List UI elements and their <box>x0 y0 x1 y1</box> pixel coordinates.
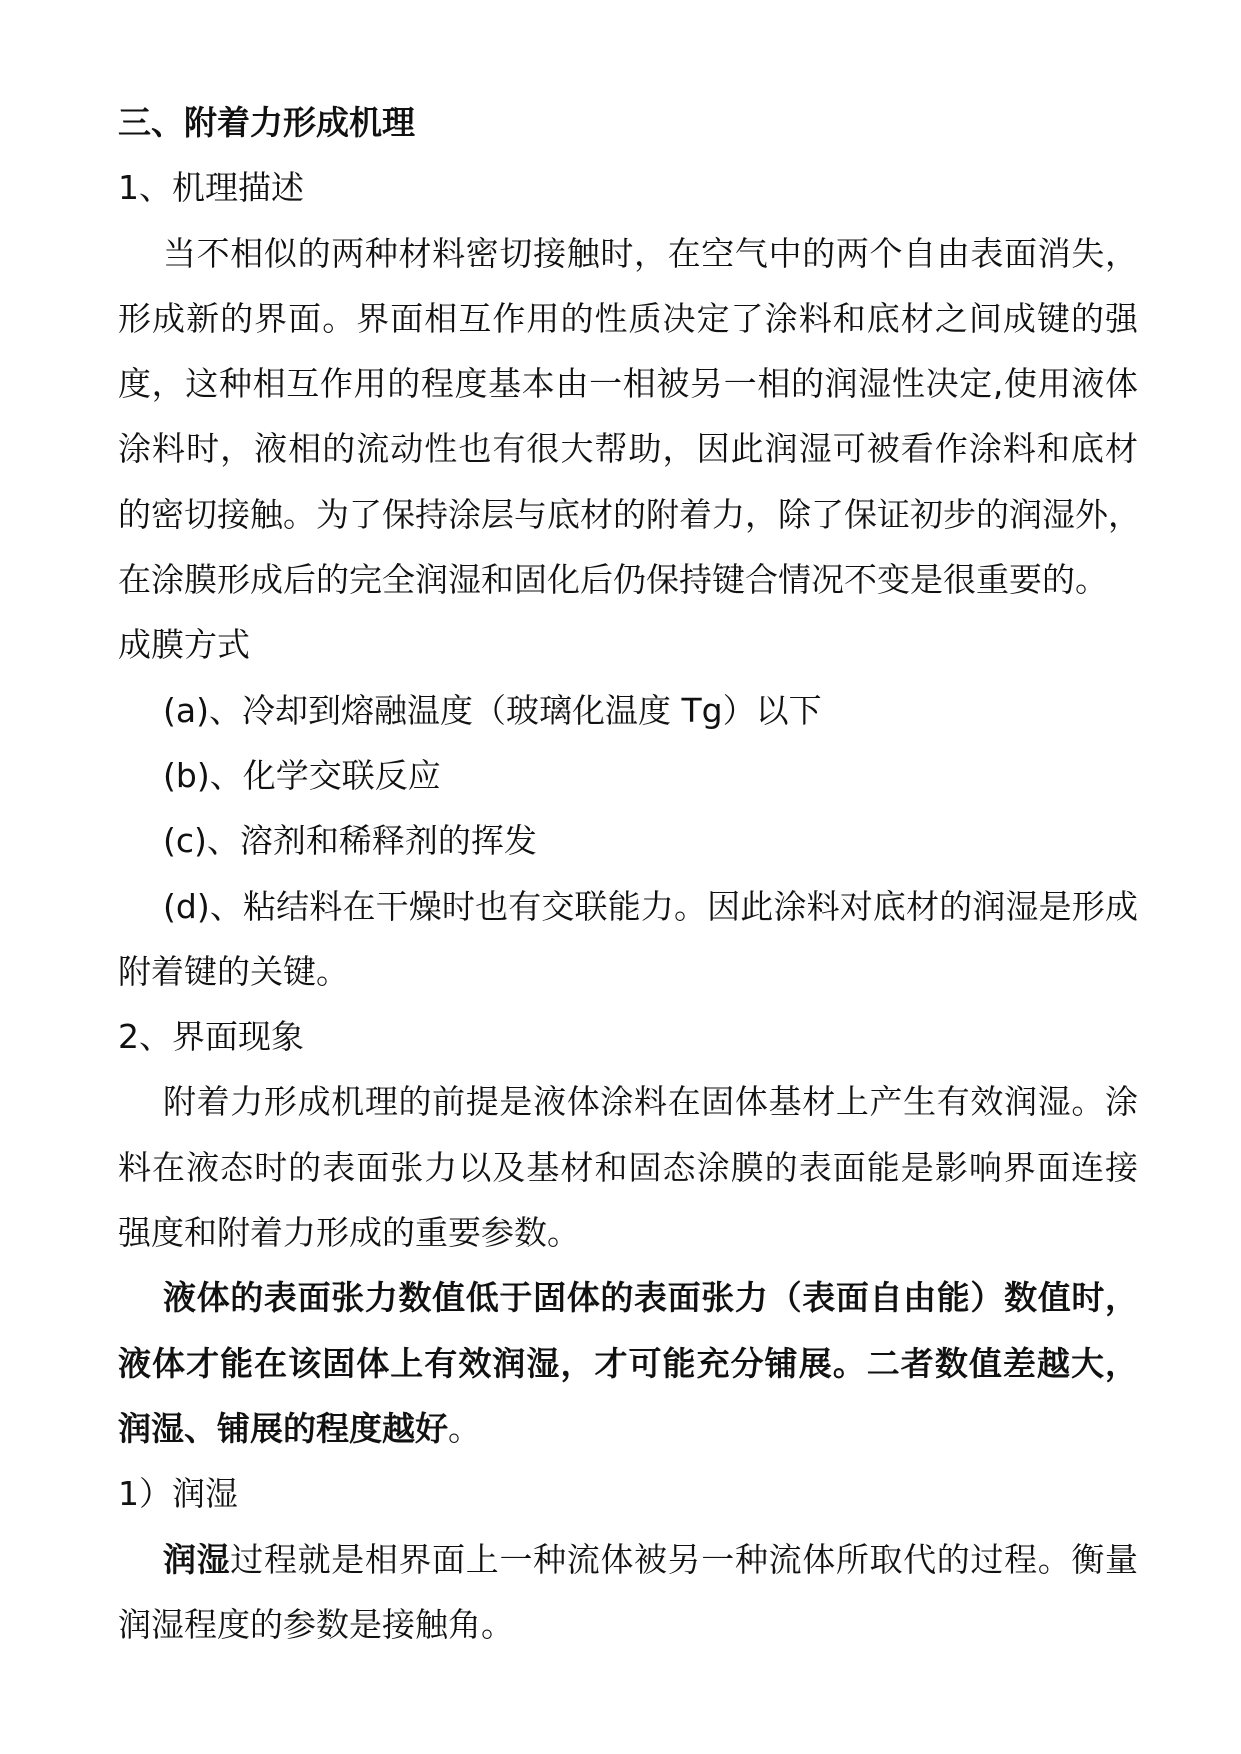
paragraph-line: 涂料时，液相的流动性也有很大帮助，因此润湿可被看作涂料和底材 <box>118 429 1138 469</box>
wetting-term: 润湿 <box>163 1539 231 1579</box>
paragraph-line: 强度和附着力形成的重要参数。 <box>118 1213 580 1253</box>
document-page <box>118 90 1141 1657</box>
paragraph-interface <box>118 1069 1138 1265</box>
paragraph-line: 液体才能在该固体上有效润湿，才可能充分铺展。二者数值差越大， <box>118 1343 1138 1383</box>
bold-text: 润湿、铺展的程度越好 <box>118 1408 448 1448</box>
film-methods-list <box>118 678 1138 1004</box>
section-title: 三、附着力形成机理 <box>118 103 415 142</box>
paragraph-line: 当不相似的两种材料密切接触时，在空气中的两个自由表面消失， <box>163 233 1138 273</box>
bold-key-paragraph <box>118 1265 1138 1461</box>
list-item-d-continued: 附着键的关键。 <box>118 951 349 991</box>
film-methods-title: 成膜方式 <box>118 625 250 665</box>
list-item-c: (c)、溶剂和稀释剂的挥发 <box>163 821 537 861</box>
paragraph-line: 形成新的界面。界面相互作用的性质决定了涂料和底材之间成键的强 <box>118 298 1138 338</box>
paragraph-line: 的密切接触。为了保持涂层与底材的附着力，除了保证初步的润湿外， <box>118 494 1141 534</box>
subsection-title-mechanism: 1、机理描述 <box>118 168 304 208</box>
paragraph-line: 液体的表面张力数值低于固体的表面张力（表面自由能）数值时， <box>163 1278 1138 1318</box>
paragraph-line: 料在液态时的表面张力以及基材和固态涂膜的表面能是影响界面连接 <box>118 1147 1138 1187</box>
subsection-title-interface: 2、界面现象 <box>118 1017 304 1057</box>
period-text: 。 <box>448 1408 481 1448</box>
paragraph-mechanism <box>118 221 1141 613</box>
paragraph-line <box>118 1396 1138 1461</box>
paragraph-line: 度，这种相互作用的程度基本由一相被另一相的润湿性决定,使用液体 <box>118 364 1138 404</box>
subsection-title-wetting: 1）润湿 <box>118 1474 238 1514</box>
paragraph-line <box>118 1527 1138 1592</box>
list-item-b: (b)、化学交联反应 <box>163 755 441 795</box>
list-item-d: (d)、粘结料在干燥时也有交联能力。因此涂料对底材的润湿是形成 <box>163 886 1138 926</box>
wetting-text: 过程就是相界面上一种流体被另一种流体所取代的过程。衡量 <box>230 1539 1139 1579</box>
paragraph-line: 附着力形成机理的前提是液体涂料在固体基材上产生有效润湿。涂 <box>163 1082 1138 1122</box>
paragraph-line: 润湿程度的参数是接触角。 <box>118 1604 514 1644</box>
paragraph-line: 在涂膜形成后的完全润湿和固化后仍保持键合情况不变是很重要的。 <box>118 560 1108 600</box>
paragraph-wetting <box>118 1527 1138 1658</box>
list-item-a: (a)、冷却到熔融温度（玻璃化温度 Tg）以下 <box>163 690 822 730</box>
